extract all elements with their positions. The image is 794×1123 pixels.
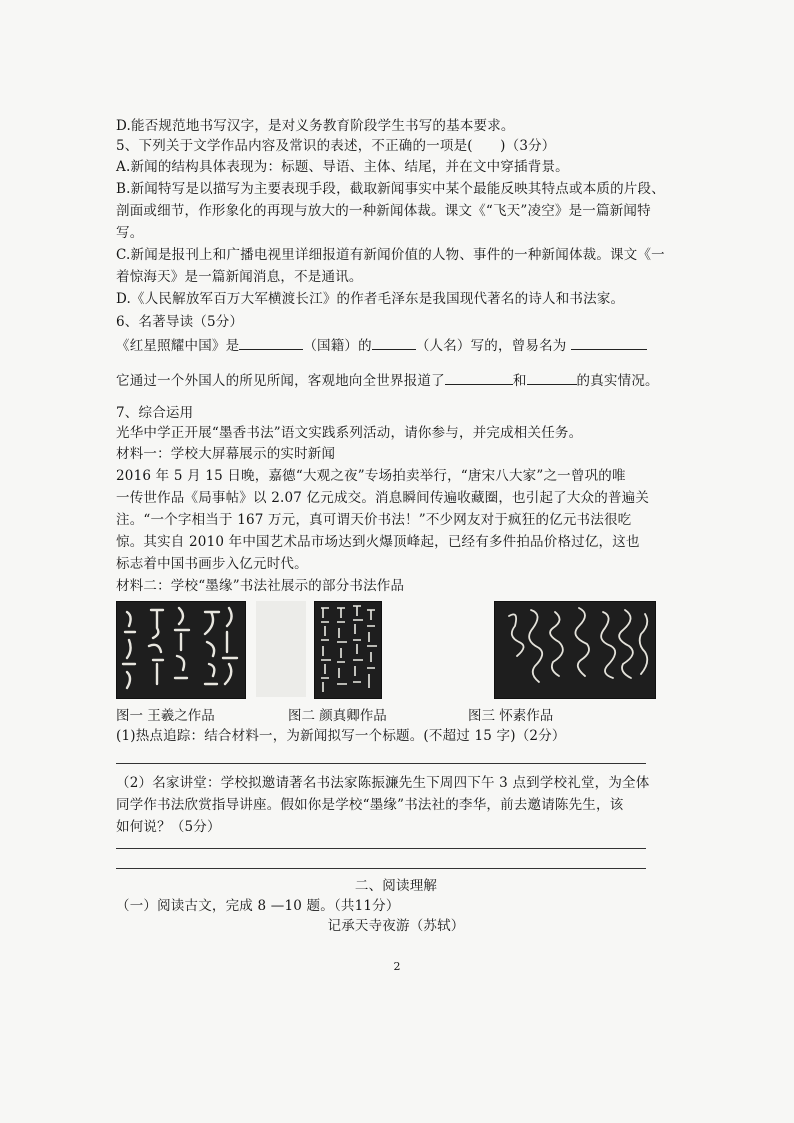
question-5-option-c-line1: C.新闻是报刊上和广播电视里详细报道有新闻价值的人物、事件的一种新闻体裁。课文《一 xyxy=(116,247,665,263)
q6-text-part6: 的真实情况。 xyxy=(576,373,659,389)
report-blank-1[interactable] xyxy=(445,372,513,385)
calligraphy-image-3 xyxy=(494,601,656,699)
q6-text-part2: （国籍）的 xyxy=(303,338,372,354)
material-1-line5: 标志着中国书画步入亿元时代。 xyxy=(116,556,308,572)
task-1-headline: (1)热点追踪：结合材料一，为新闻拟写一个标题。(不超过 15 字)（2分） xyxy=(116,728,566,744)
q6-text-part4: 它通过一个外国人的所见所闻，客观地向全世界报道了 xyxy=(116,373,445,389)
option-d-text: D.能否规范地书写汉字，是对义务教育阶段学生书写的基本要求。 xyxy=(116,118,515,134)
q6-text-part5: 和 xyxy=(512,373,527,389)
answer-line-task-2b[interactable] xyxy=(116,868,646,869)
question-5-option-c-line2: 着惊海天》是一篇新闻消息，不是通讯。 xyxy=(116,269,363,285)
section-2-subheading: （一）阅读古文，完成 8 —10 题。（共11分） xyxy=(116,898,400,914)
question-6-stem: 6、名著导读（5分） xyxy=(116,314,244,330)
calligraphy-image-1 xyxy=(116,601,246,699)
material-1-title: 材料一：学校大屏幕展示的实时新闻 xyxy=(116,446,336,462)
caption-figure-1: 图一 王羲之作品 xyxy=(116,708,215,724)
task-2-line2: 同学作书法欣赏指导讲座。假如你是学校“墨缘”书法社的李华，前去邀请陈先生，该 xyxy=(116,797,624,813)
q6-text-part1: 《红星照耀中国》是 xyxy=(116,338,240,354)
question-7-stem: 7、综合运用 xyxy=(116,405,194,421)
material-1-line2: 一传世作品《局事帖》以 2.07 亿元成交。消息瞬间传遍收藏圈，也引起了大众的普遍关 xyxy=(116,490,650,506)
question-6-line2 xyxy=(116,372,676,390)
author-name-blank[interactable] xyxy=(372,337,416,350)
material-1-line3: 注。“一个字相当于 167 万元，真可谓天价书法！”不少网友对于疯狂的亿元书法很吃 xyxy=(116,512,632,528)
question-5-stem: 5、下列关于文学作品内容及常识的表述，不正确的一项是( )（3分） xyxy=(116,138,556,154)
material-1-line1: 2016 年 5 月 15 日晚，嘉德“大观之夜”专场拍卖举行，“唐宋八大家”之一曾巩的唯 xyxy=(116,468,626,484)
question-5-option-b-line2: 剖面或细节，作形象化的再现与放大的一种新闻体裁。课文《“飞天”凌空》是一篇新闻特 xyxy=(116,203,651,219)
page-number: 2 xyxy=(393,960,401,973)
alternate-title-blank[interactable] xyxy=(571,337,647,350)
caption-figure-3: 图三 怀素作品 xyxy=(468,708,554,724)
image-margin-left xyxy=(256,601,306,697)
answer-line-task-1[interactable] xyxy=(116,763,646,764)
material-1-line4: 惊。其实自 2010 年中国艺术品市场达到火爆顶峰起，已经有多件拍品价格过亿，这也 xyxy=(116,534,640,550)
question-5-option-d: D.《人民解放军百万大军横渡长江》的作者毛泽东是我国现代著名的诗人和书法家。 xyxy=(116,291,625,307)
task-2-line1: （2）名家讲堂：学校拟邀请著名书法家陈振濂先生下周四下午 3 点到学校礼堂，为全体 xyxy=(116,775,650,791)
question-7-intro: 光华中学正开展“墨香书法”语文实践系列活动，请你参与，并完成相关任务。 xyxy=(116,425,583,441)
question-5-option-a: A.新闻的结构具体表现为：标题、导语、主体、结尾，并在文中穿插背景。 xyxy=(116,159,569,175)
caption-figure-2: 图二 颜真卿作品 xyxy=(288,708,387,724)
calligraphy-image-2 xyxy=(314,601,382,699)
question-6-line1 xyxy=(116,337,676,355)
report-blank-2[interactable] xyxy=(527,372,577,385)
question-5-option-b-line1: B.新闻特写是以描写为主要表现手段，截取新闻事实中某个最能反映其特点或本质的片段、 xyxy=(116,181,665,197)
section-2-heading: 二、阅读理解 xyxy=(354,878,438,894)
answer-line-task-2a[interactable] xyxy=(116,848,646,849)
question-5-option-b-line3: 写。 xyxy=(116,225,144,241)
material-2-title: 材料二：学校“墨缘”书法社展示的部分书法作品 xyxy=(116,578,405,594)
nationality-blank[interactable] xyxy=(239,337,303,350)
passage-title: 记承天寺夜游（苏轼） xyxy=(327,918,465,934)
task-2-line3: 如何说？（5分） xyxy=(116,819,221,835)
q6-text-part3: （人名）写的，曾易名为 xyxy=(415,338,567,354)
